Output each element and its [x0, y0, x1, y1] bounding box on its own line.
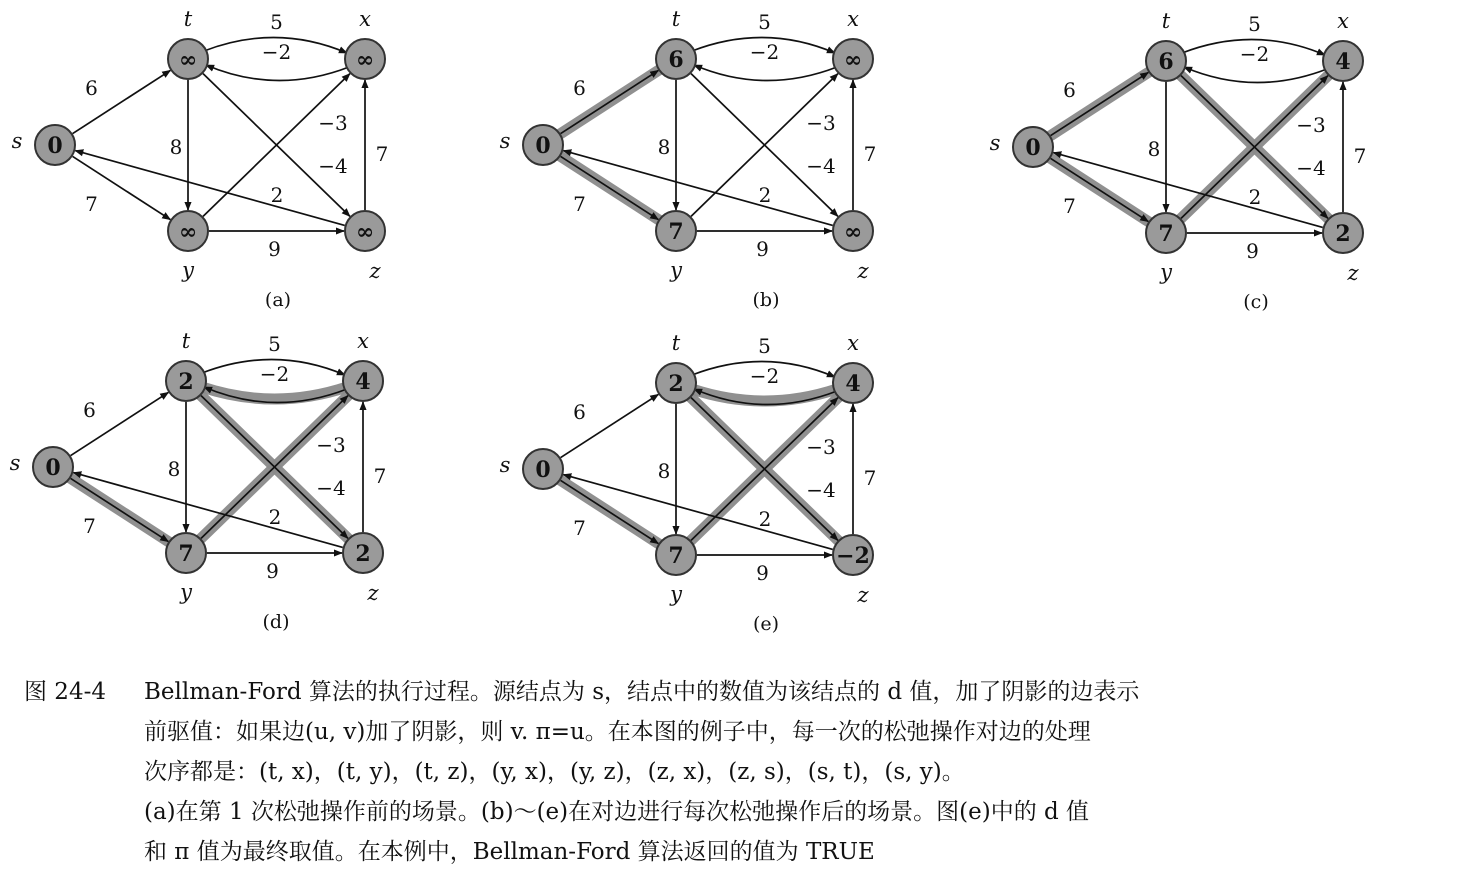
caption-text-3: 次序都是：(t, x)，(t, y)，(t, z)，(y, x)，(y, z)，(z, x)，(z, s)，(s, t)，(s, y)。: [144, 759, 965, 785]
weight-label-y-x: −3: [806, 111, 836, 135]
weight-label-z-s: 2: [268, 505, 282, 529]
edge-z-s: [75, 151, 348, 226]
node-value-z: −2: [836, 543, 870, 569]
weight-label-t-y: 8: [1147, 137, 1161, 161]
weight-label-x-t: −2: [749, 364, 780, 388]
node-value-s: 0: [45, 455, 61, 481]
weight-label-z-s: 2: [758, 507, 772, 531]
node-name-y: y: [670, 582, 682, 606]
node-name-t: t: [181, 329, 191, 353]
weight-label-s-y: 7: [573, 192, 586, 216]
node-value-t: 6: [668, 47, 684, 73]
panel-caption: (a): [264, 289, 292, 311]
panel-caption: (c): [1243, 291, 1269, 313]
weight-label-t-z: −4: [316, 476, 346, 500]
node-value-y: 7: [668, 543, 684, 569]
weight-label-y-x: −3: [318, 111, 348, 135]
node-name-y: y: [180, 580, 192, 604]
panel-c: [990, 9, 1367, 313]
node-name-y: y: [182, 258, 194, 282]
node-name-s: s: [9, 451, 21, 475]
weight-label-s-t: 6: [573, 400, 586, 424]
weight-label-s-t: 6: [573, 76, 586, 100]
node-name-x: x: [847, 331, 859, 355]
panel-e: [500, 331, 877, 635]
weight-label-y-x: −3: [316, 433, 346, 457]
node-name-x: x: [359, 7, 371, 31]
weight-label-t-y: 8: [169, 135, 183, 159]
node-value-y: ∞: [178, 219, 198, 245]
weight-label-y-z: 9: [756, 237, 769, 261]
panel-b: [500, 7, 877, 311]
node-value-t: 6: [1158, 49, 1174, 75]
node-value-s: 0: [47, 133, 63, 159]
weight-label-s-y: 7: [1063, 194, 1076, 218]
node-name-t: t: [183, 7, 193, 31]
node-value-y: 7: [178, 541, 194, 567]
figure-number: 图 24-4: [24, 679, 106, 705]
weight-label-y-z: 9: [266, 559, 279, 583]
node-value-s: 0: [535, 133, 551, 159]
node-value-z: 2: [355, 541, 371, 567]
node-value-s: 0: [535, 457, 551, 483]
panel-d: [10, 329, 387, 633]
weight-label-z-s: 2: [758, 183, 772, 207]
weight-label-t-z: −4: [318, 154, 348, 178]
node-name-z: z: [367, 581, 379, 605]
caption-line-2: [24, 712, 1424, 752]
node-name-s: s: [499, 129, 511, 153]
weight-label-t-x: 5: [758, 10, 771, 34]
caption-line-5: [24, 832, 1424, 872]
node-name-s: s: [989, 131, 1001, 155]
weight-label-z-x: 7: [863, 466, 877, 490]
node-value-y: 7: [668, 219, 684, 245]
weight-label-s-y: 7: [573, 516, 586, 540]
node-value-t: ∞: [178, 47, 198, 73]
weight-label-y-z: 9: [268, 237, 281, 261]
node-name-t: t: [1161, 9, 1171, 33]
weight-label-y-z: 9: [1246, 239, 1259, 263]
caption-line-1: [24, 672, 1424, 712]
node-value-x: 4: [355, 369, 371, 395]
edge-x-t: [1184, 67, 1327, 83]
caption-text-1: Bellman-Ford 算法的执行过程。源结点为 s，结点中的数值为该结点的 d 值，加了阴影的边表示: [144, 679, 1140, 705]
weight-label-t-y: 8: [167, 457, 181, 481]
weight-label-x-t: −2: [749, 40, 780, 64]
weight-label-s-y: 7: [83, 514, 96, 538]
weight-label-t-x: 5: [270, 10, 283, 34]
weight-label-z-x: 7: [1353, 144, 1367, 168]
weight-label-t-y: 8: [657, 459, 671, 483]
node-name-x: x: [357, 329, 369, 353]
node-value-z: ∞: [355, 219, 375, 245]
node-name-z: z: [857, 259, 869, 283]
weight-label-z-x: 7: [375, 142, 389, 166]
node-value-z: 2: [1335, 221, 1351, 247]
node-value-y: 7: [1158, 221, 1174, 247]
caption-text-5: 和 π 值为最终取值。在本例中，Bellman-Ford 算法返回的值为 TRUE: [144, 839, 875, 865]
node-name-y: y: [1160, 260, 1172, 284]
panel-a: [12, 7, 389, 311]
node-value-x: 4: [845, 371, 861, 397]
weight-label-s-t: 6: [1063, 78, 1076, 102]
node-value-z: ∞: [843, 219, 863, 245]
node-name-z: z: [1347, 261, 1359, 285]
node-name-s: s: [11, 129, 23, 153]
node-value-t: 2: [668, 371, 684, 397]
node-value-t: 2: [178, 369, 194, 395]
weight-label-x-t: −2: [261, 40, 292, 64]
weight-label-t-z: −4: [806, 478, 836, 502]
weight-label-t-x: 5: [1248, 12, 1261, 36]
node-name-x: x: [1337, 9, 1349, 33]
node-value-s: 0: [1025, 135, 1041, 161]
weight-label-x-t: −2: [1239, 42, 1270, 66]
node-name-x: x: [847, 7, 859, 31]
weight-label-t-x: 5: [268, 332, 281, 356]
caption-line-4: [24, 792, 1424, 832]
node-value-x: 4: [1335, 49, 1351, 75]
caption-line-3: [24, 752, 1424, 792]
weight-label-t-y: 8: [657, 135, 671, 159]
caption-text-2: 前驱值：如果边(u, v)加了阴影，则 v. π=u。在本图的例子中，每一次的松弛操作对边的处理: [144, 719, 1091, 745]
weight-label-z-x: 7: [863, 142, 877, 166]
weight-label-s-t: 6: [85, 76, 98, 100]
panel-caption: (d): [262, 611, 290, 633]
weight-label-s-t: 6: [83, 398, 96, 422]
node-name-y: y: [670, 258, 682, 282]
edge-x-t: [206, 65, 349, 81]
node-value-x: ∞: [843, 47, 863, 73]
node-name-t: t: [671, 331, 681, 355]
weight-label-z-s: 2: [270, 183, 284, 207]
weight-label-y-z: 9: [756, 561, 769, 585]
weight-label-y-x: −3: [806, 435, 836, 459]
weight-label-s-y: 7: [85, 192, 98, 216]
edge-x-t: [694, 65, 837, 81]
shaded-edge-x-t: [202, 387, 347, 399]
weight-label-z-x: 7: [373, 464, 387, 488]
figure-caption: [24, 672, 1424, 872]
node-value-x: ∞: [355, 47, 375, 73]
weight-label-z-s: 2: [1248, 185, 1262, 209]
node-name-z: z: [857, 583, 869, 607]
caption-text-4: (a)在第 1 次松弛操作前的场景。(b)～(e)在对边进行每次松弛操作后的场景。图(e)中的 d 值: [144, 799, 1090, 825]
weight-label-x-t: −2: [259, 362, 290, 386]
node-name-z: z: [369, 259, 381, 283]
panel-caption: (e): [752, 613, 780, 635]
shaded-edge-x-t: [692, 389, 837, 401]
weight-label-t-x: 5: [758, 334, 771, 358]
node-name-t: t: [671, 7, 681, 31]
weight-label-t-z: −4: [1296, 156, 1326, 180]
weight-label-t-z: −4: [806, 154, 836, 178]
weight-label-y-x: −3: [1296, 113, 1326, 137]
node-name-s: s: [499, 453, 511, 477]
panel-caption: (b): [752, 289, 780, 311]
